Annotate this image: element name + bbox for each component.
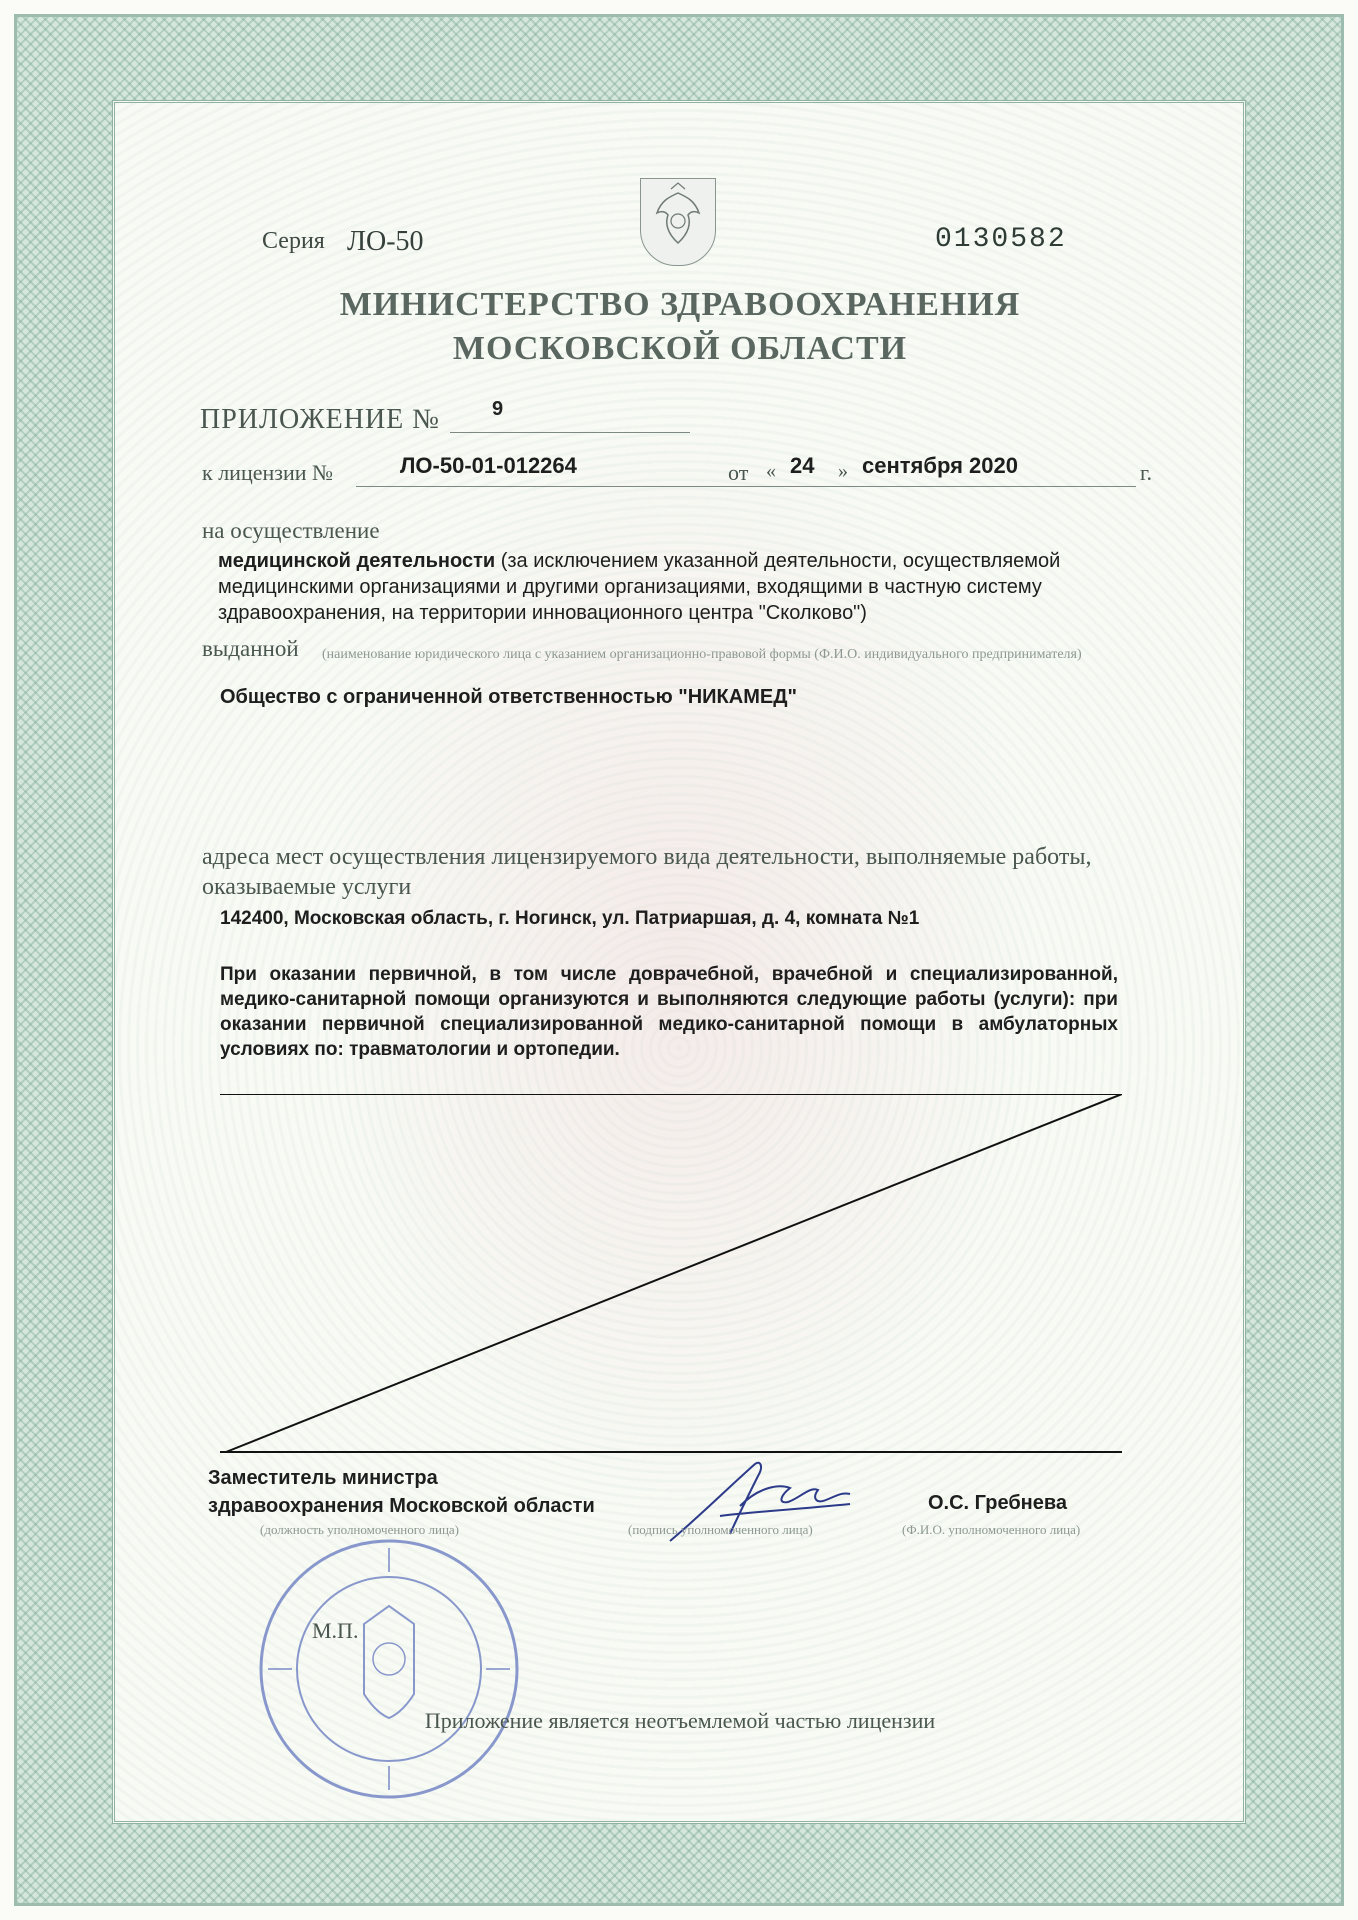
activity-bold: медицинской деятельности	[218, 550, 496, 572]
strike-through-lines	[220, 1094, 1122, 1454]
year-suffix: г.	[1140, 460, 1153, 485]
license-underline	[356, 486, 1136, 487]
company-name: Общество с ограниченной ответственностью "НИКАМЕД"	[220, 686, 797, 708]
name-caption: (Ф.И.О. уполномоченного лица)	[902, 1522, 1081, 1537]
position-caption: (должность уполномоченного лица)	[260, 1522, 460, 1537]
coat-of-arms-icon	[640, 178, 716, 266]
signatory-position-line2: здравоохранения Московской области	[208, 1495, 595, 1517]
addresses-label: адреса мест осуществления лицензируемого вида деятельности, выполняемые работы, оказываемые услуги	[202, 844, 1092, 900]
signature-caption: (подпись уполномоченного лица)	[628, 1522, 813, 1537]
quote-close: »	[838, 460, 848, 482]
ministry-title-line1: МИНИСТЕРСТВО ЗДРАВООХРАНЕНИЯ	[339, 286, 1021, 323]
services-description: При оказании первичной, в том числе доврачебной, врачебной и специализированной, медико-санитарной помощи организуются и выполняются следующие работы (услуги): при оказании первичной специализированной медико-санитарной помощи в амбулаторных условиях по: травматологии и ортопедии.	[220, 964, 1118, 1060]
annex-underline	[450, 432, 690, 433]
handwritten-signature	[660, 1446, 880, 1556]
ministry-title-line2: МОСКОВСКОЙ ОБЛАСТИ	[452, 330, 908, 367]
signatory-name: О.С. Гребнева	[928, 1492, 1068, 1514]
annex-number: 9	[492, 398, 504, 420]
form-number: 0130582	[935, 224, 1067, 255]
issued-label: выданной	[202, 636, 299, 661]
official-seal-stamp	[254, 1534, 524, 1804]
series-value: ЛО-50	[347, 226, 424, 257]
footer-note: Приложение является неотъемлемой частью лицензии	[424, 1708, 936, 1733]
signatory-position	[208, 1464, 595, 1520]
annex-label: ПРИЛОЖЕНИЕ №	[200, 404, 440, 435]
license-day: 24	[790, 453, 815, 478]
signatory-position-line1: Заместитель министра	[208, 1467, 438, 1489]
seal-label: М.П.	[312, 1618, 359, 1643]
quote-open: «	[766, 460, 776, 482]
activity-description	[218, 548, 1118, 626]
license-from-label: от	[728, 460, 749, 485]
license-number: ЛО-50-01-012264	[400, 453, 577, 478]
activity-address: 142400, Московская область, г. Ногинск, ул. Патриаршая, д. 4, комната №1	[220, 908, 920, 929]
license-label: к лицензии №	[202, 460, 333, 485]
activity-label: на осуществление	[202, 518, 380, 543]
series-label: Серия	[262, 228, 325, 254]
issued-caption: (наименование юридического лица с указанием организационно-правовой формы (Ф.И.О. индивидуального предпринимателя)	[322, 647, 1082, 662]
activity-rest: (за исключением указанной деятельности, осуществляемой медицинскими организациями и другими организациями, входящими в частную систему здравоохранения, на территории инновационного центра "Сколково")	[218, 550, 1061, 624]
license-month-year: сентября 2020	[862, 453, 1018, 478]
